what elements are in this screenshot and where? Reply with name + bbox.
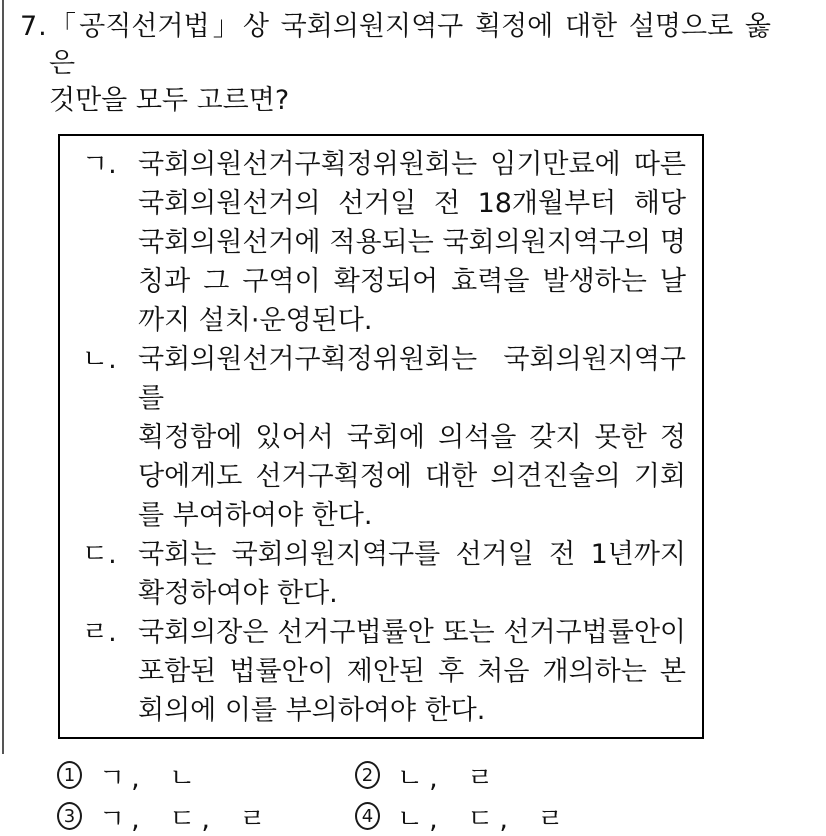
statement-marker: ㄹ. xyxy=(82,617,117,648)
statement-line: 당에게도 선거구획정에 대한 의견진술의 기회 xyxy=(138,461,686,492)
choice-number-circle: 3 xyxy=(57,802,82,830)
choice-label: ㄴ, ㄹ xyxy=(397,762,500,794)
statement-line: 국회의장은 선거구법률안 또는 선거구법률안이 xyxy=(138,617,686,648)
question-text-line: 것만을 모두 고르면? xyxy=(49,85,290,116)
answer-choices xyxy=(57,761,757,835)
choice-number-circle: 4 xyxy=(355,802,380,830)
statement-lines xyxy=(138,613,686,730)
statement-line: 확정하여야 한다. xyxy=(138,578,338,609)
statement-item-n xyxy=(82,340,686,535)
statement-line: 포함된 법률안이 제안된 후 처음 개의하는 본 xyxy=(138,656,686,687)
statement-line: 국회의원선거구획정위원회는 국회의원지역구를 xyxy=(138,344,686,414)
statement-line: 국회의원선거구획정위원회는 임기만료에 따른 xyxy=(138,149,686,180)
choice-label: ㄱ, ㄴ xyxy=(99,762,202,794)
statement-line: 국회는 국회의원지역구를 선거일 전 1년까지 xyxy=(138,539,686,570)
statement-line: 국회의원선거의 선거일 전 18개월부터 해당 xyxy=(138,188,686,219)
question-number: 7. xyxy=(20,11,48,42)
statement-lines xyxy=(138,340,686,535)
statement-lines xyxy=(138,145,686,340)
statement-item-r xyxy=(82,613,686,730)
statement-line: 까지 설치·운영된다. xyxy=(138,305,373,336)
choice-option-4 xyxy=(355,802,757,835)
choice-option-3 xyxy=(57,802,355,835)
statement-line: 칭과 그 구역이 확정되어 효력을 발생하는 날 xyxy=(138,266,686,297)
statement-line: 회의에 이를 부의하여야 한다. xyxy=(138,695,486,726)
statement-lines xyxy=(138,535,686,613)
choice-label: ㄱ, ㄷ, ㄹ xyxy=(99,803,272,835)
choice-number-circle: 1 xyxy=(57,761,82,789)
choice-number-circle: 2 xyxy=(355,761,380,789)
question-text-line: 「공직선거법」상 국회의원지역구 획정에 대한 설명으로 옳은 xyxy=(49,11,771,79)
statement-line: 획정함에 있어서 국회에 의석을 갖지 못한 정 xyxy=(138,422,686,453)
statement-item-g xyxy=(82,145,686,340)
statement-marker: ㄴ. xyxy=(82,344,117,375)
statement-marker: ㄱ. xyxy=(82,149,117,180)
question-header xyxy=(0,0,826,119)
choice-label: ㄴ, ㄷ, ㄹ xyxy=(397,803,570,835)
question-text xyxy=(49,8,771,119)
statement-line: 국회의원선거에 적용되는 국회의원지역구의 명 xyxy=(138,227,686,258)
statement-line: 를 부여하여야 한다. xyxy=(138,500,373,531)
statement-item-d xyxy=(82,535,686,613)
statement-box xyxy=(58,134,704,739)
choice-option-1 xyxy=(57,761,355,794)
statement-marker: ㄷ. xyxy=(82,539,117,570)
choice-option-2 xyxy=(355,761,757,794)
